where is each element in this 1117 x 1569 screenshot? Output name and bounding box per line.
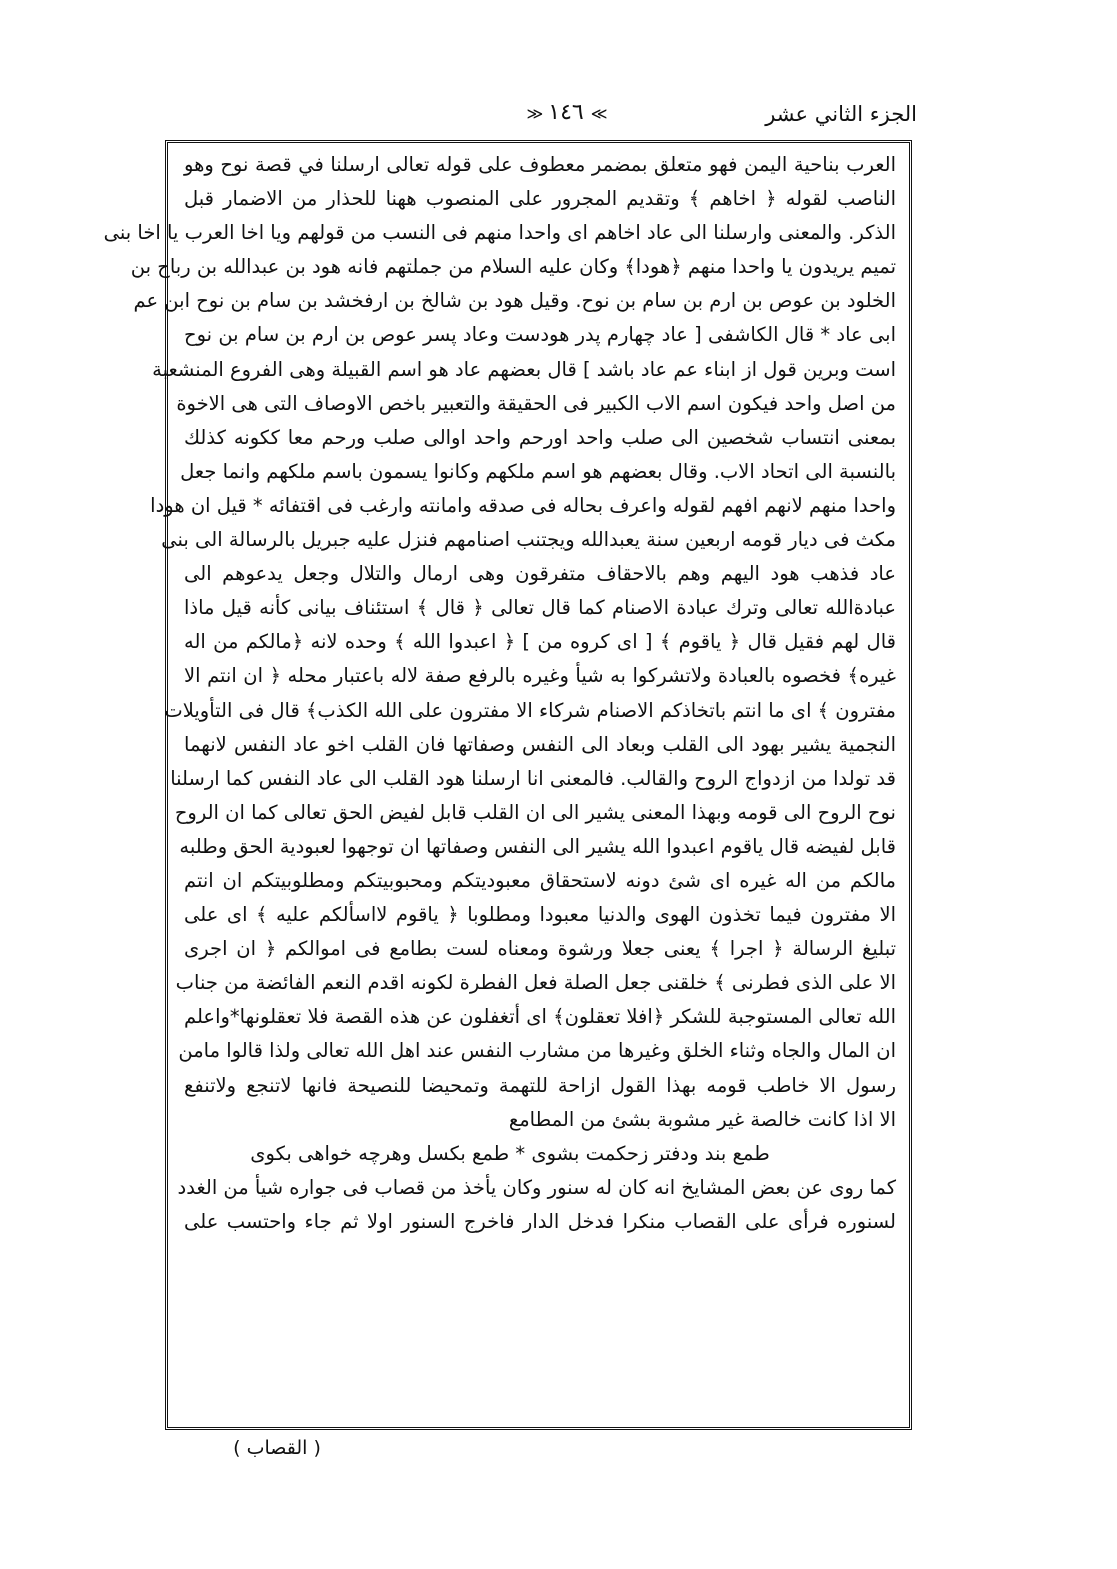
body-text [103, 148, 896, 1239]
text-line: رسول الا خاطب قومه بهذا القول ازاحة للتهمة وتمحيضا للنصيحة فانها لاتنجع ولاتنفع [184, 1073, 896, 1097]
text-line: لسنوره فرأى على القصاب منكرا فدخل الدار فاخرج السنور اولا ثم جاء واحتسب على [184, 1209, 896, 1233]
text-line: عاد فذهب هود اليهم وهم بالاحقاف متفرقون وهى ارمال والتلال وجعل يدعوهم الى [184, 562, 896, 586]
text-line: قابل لفيضه قال ياقوم اعبدوا الله يشير الى النفس وصفاتها ان توجهوا لعبودية الحق وطلبه [179, 834, 896, 858]
text-line: واحدا منهم لانهم افهم لقوله واعرف بحاله فى صدقه وامانته وارغب فى اقتفائه * قيل ان هودا [150, 493, 896, 517]
text-line: مالكم من اله غيره اى شئ دونه لاستحقاق معبوديتكم ومحبوبيتكم ومطلوبيتكم ان انتم [184, 868, 896, 892]
part-title: الجزء الثاني عشر [765, 102, 917, 126]
text-line: نوح الروح الى قومه وبهذا المعنى يشير الى ان القلب قابل لفيض الحق تعالى كما ان الروح [174, 800, 896, 824]
text-line: مكث فى ديار قومه اربعين سنة يعبدالله ويجتنب اصنامهم فنزل عليه جبريل بالرسالة الى بنى [161, 528, 896, 552]
text-line: الا على الذى فطرنى ﴾ خلقنى جعل الصلة فعل الفطرة لكونه اقدم النعم الفائضة من جناب [175, 971, 896, 995]
text-line: ابى عاد * قال الكاشفى [ عاد چهارم پدر هودست وعاد پسر عوص بن ارم بن سام بن نوح [184, 323, 896, 347]
verse-line: طمع بند ودفتر زحكمت بشوى * طمع بكسل وهرچه خواهى بكوى [250, 1141, 770, 1165]
page-number: ١٤٦ [548, 100, 584, 125]
text-line: ان المال والجاه وثناء الخلق وغيرها من مشارب النفس عند اهل الله تعالى ولذا قالوا مامن [178, 1039, 896, 1063]
text-line: النجمية يشير بهود الى القلب وبعاد الى النفس وصفاتها فان القلب اخو عاد النفس لانهما [184, 732, 896, 756]
text-line: العرب بناحية اليمن فهو متعلق بمضمر معطوف على قوله تعالى ارسلنا في قصة نوح وهو [184, 153, 896, 176]
text-line: بمعنى انتساب شخصين الى صلب واحد اورحم واحد اوالى صلب ورحم معا ككونه كذلك [184, 425, 896, 449]
text-line: الذكر. والمعنى وارسلنا الى عاد اخاهم اى واحدا منهم فى النسب من قولهم ويا اخا العرب يا اخا بنى [103, 221, 896, 245]
text-line: قد تولدا من ازدواج الروح والقالب. فالمعنى انا ارسلنا هود القلب الى عاد النفس كما ارسلنا [170, 766, 896, 790]
text-line: است وبرين قول از ابناء عم عاد باشد ] قال بعضهم عاد هو اسم القبيلة وهى الفروع المنشعبة [152, 357, 896, 381]
text-line: كما روى عن بعض المشايخ انه كان له سنور وكان يأخذ من قصاب فى جواره شيأ من الغدد [177, 1175, 896, 1199]
text-line: الا مفترون فيما تخذون الهوى والدنيا معبودا ومطلوبا ﴿ ياقوم لااسألكم عليه ﴾ اى على [184, 903, 896, 927]
text-line: غيره﴾ فخصوه بالعبادة ولاتشركوا به شيأ وغيره بالرفع صفة لاله باعتبار محله ﴿ ان انتم الا [184, 664, 896, 688]
text-line: عبادةالله تعالى وترك عبادة الاصنام كما قال تعالى ﴿ قال ﴾ استئناف بيانى كأنه قيل ماذا [184, 596, 896, 620]
text-line: من اصل واحد فيكون اسم الاب الكبير فى الحقيقة والتعبير باخص الاوصاف التى هى الاخوة [176, 391, 896, 415]
text-line: الله تعالى المستوجبة للشكر ﴿افلا تعقلون﴾ اى أتغفلون عن هذه القصة فلا تعقلونها*واعلم [184, 1005, 896, 1029]
text-line: مفترون ﴾ اى ما انتم باتخاذكم الاصنام شركاء الا مفترون على الله الكذب﴾ قال فى التأويلات [164, 698, 896, 722]
text-line: بالنسبة الى اتحاد الاب. وقال بعضهم هو اسم ملكهم وكانوا يسمون باسم ملكهم وانما جعل [180, 459, 896, 483]
text-line: قال لهم فقيل قال ﴿ ياقوم ﴾ [ اى كروه من ] ﴿ اعبدوا الله ﴾ وحده لانه ﴿مالكم من اله [184, 630, 896, 654]
text-line: تميم يريدون يا واحدا منهم ﴿هودا﴾ وكان عليه السلام من جملتهم فانه هود بن عبدالله بن رباح بن [130, 255, 896, 279]
text-line: الا اذا كانت خالصة غير مشوبة بشئ من المطامع [508, 1107, 896, 1131]
text-line: الناصب لقوله ﴿ اخاهم ﴾ وتقديم المجرور على المنصوب ههنا للحذار من الاضمار قبل [184, 187, 896, 211]
ornament-left-icon: ≪ [526, 103, 542, 123]
catchword: ( القصاب ) [233, 1437, 321, 1459]
page-header [165, 98, 917, 138]
text-line: الخلود بن عوص بن ارم بن سام بن نوح. وقيل هود بن شالخ بن ارفخشد بن سام بن نوح ابن عم [133, 289, 896, 313]
page-number-block [491, 100, 641, 125]
ornament-right-icon: ≫ [590, 103, 606, 123]
text-line: تبليغ الرسالة ﴿ اجرا ﴾ يعنى جعلا ورشوة ومعناه لست بطامع فى اموالكم ﴿ ان اجرى [184, 937, 896, 961]
